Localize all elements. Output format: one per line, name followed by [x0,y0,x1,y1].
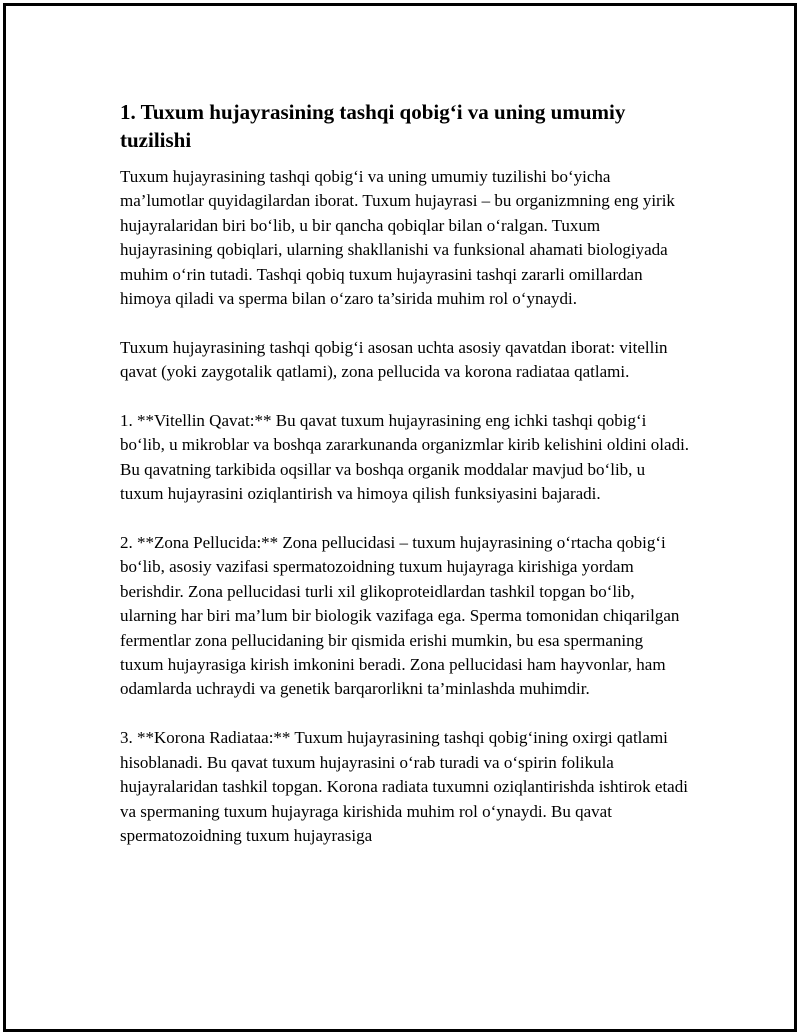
paragraph-layers-overview: Tuxum hujayrasining tashqi qobig‘i asosan uchta asosiy qavatdan iborat: vitellin qavat (yoki zaygotalik qatlami), zona pellucida va korona radiataa qatlami. [120,337,668,382]
paragraph-intro: Tuxum hujayrasining tashqi qobig‘i va uning umumiy tuzilishi bo‘yicha ma’lumotlar quyidagilardan iborat. Tuxum hujayrasi – bu organizmning eng yirik hujayralaridan biri bo‘lib, u bir qancha qobiqlar bilan o‘ralgan. Tuxum hujayrasining qobiqlari, ularning shakllanishi va funksional ahamati biologiyada muhim o‘rin tutadi. Tashqi qobiq tuxum hujayrasini tashqi zararli omillardan himoya qiladi va sperma bilan o‘zaro ta’sirida muhim rol o‘ynaydi. [120,167,675,309]
paragraph-vitellin: 1. **Vitellin Qavat:** Bu qavat tuxum hujayrasining eng ichki tashqi qobig‘i bo‘lib, u mikroblar va boshqa zararkunanda organizmlar kirib kelishini oldini oladi. Bu qavatning tarkibida oqsillar va boshqa organik moddalar mavjud bo‘lib, u tuxum hujayrasini oziqlantirish va himoya qilish funksiyasini bajaradi. [120,411,690,504]
section-heading: 1. Tuxum hujayrasining tashqi qobig‘i va uning umumiy tuzilishi [120,100,626,152]
paragraph-zona-pellucida: 2. **Zona Pellucida:** Zona pellucidasi – tuxum hujayrasining o‘rtacha qobig‘i bo‘lib, asosiy vazifasi spermatozoidning tuxum hujayraga kirishiga yordam berishdir. Zona pellucidasi turli xil glikoproteidlardan tashkil topgan bo‘lib, ularning har biri ma’lum bir biologik vazifaga ega. Sperma tomonidan chiqarilgan fermentlar zona pellucidaning bir qismida erishi mumkin, bu esa spermaning tuxum hujayrasiga kirish imkonini beradi. Zona pellucidasi ham hayvonlar, ham odamlarda uchraydi va genetik barqarorlikni ta’minlashda muhimdir. [120,533,680,699]
paragraph-korona-radiataa: 3. **Korona Radiataa:** Tuxum hujayrasining tashqi qobig‘ining oxirgi qatlami hisoblanadi. Bu qavat tuxum hujayrasini o‘rab turadi va o‘spirin folikula hujayralaridan tashkil topgan. Korona radiata tuxumni oziqlantirishda ishtirok etadi va spermaning tuxum hujayraga kirishida muhim rol o‘ynaydi. Bu qavat spermatozoidning tuxum hujayrasiga [120,728,688,845]
document-page [3,3,797,1032]
document-body [120,98,690,873]
